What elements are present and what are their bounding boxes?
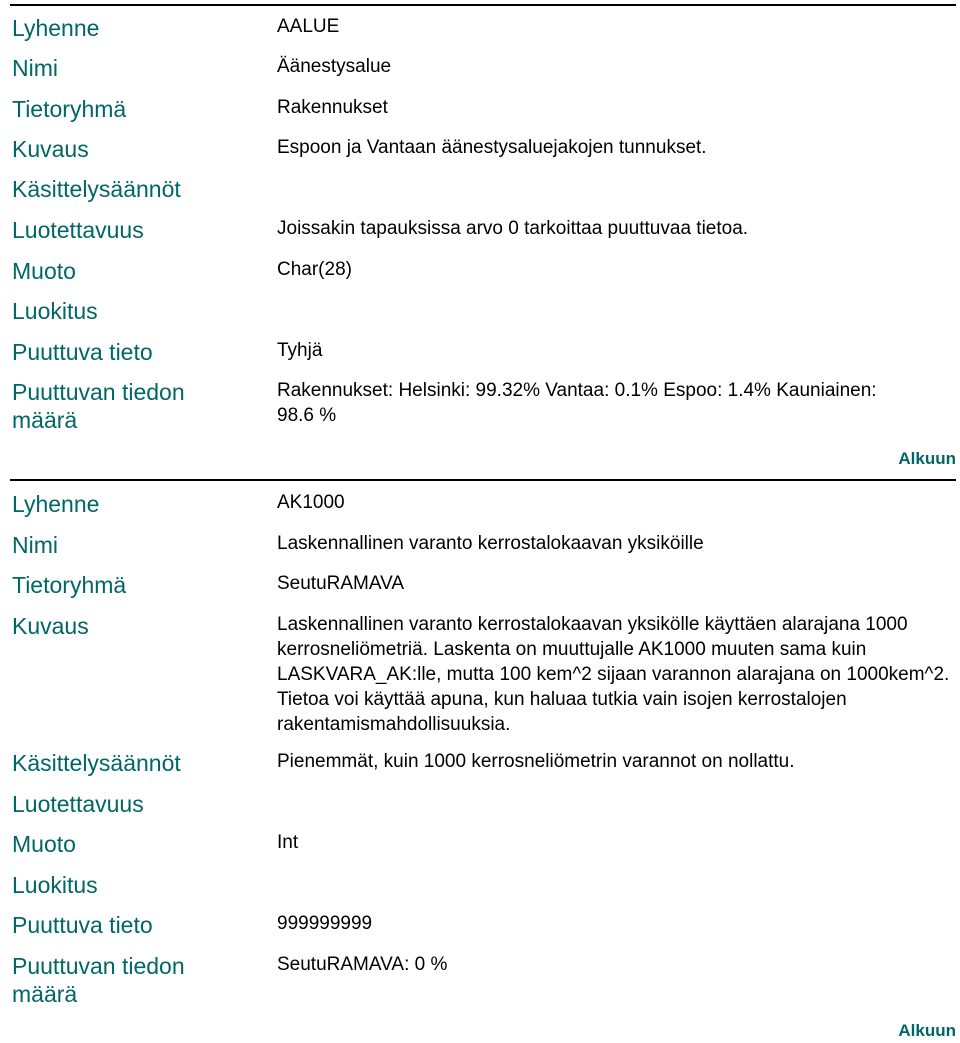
field-value: 999999999 xyxy=(277,913,373,934)
field-value: Char(28) xyxy=(277,259,352,280)
field-label: Nimi xyxy=(12,55,58,81)
field-label: Käsittelysäännöt xyxy=(12,750,181,776)
field-label: Puuttuva tieto xyxy=(12,912,153,938)
field-label: Lyhenne xyxy=(12,491,100,517)
field-label: Tietoryhmä xyxy=(12,572,127,598)
record-divider xyxy=(10,4,956,6)
field-value: Laskennallinen varanto kerrostalokaavan yksiköille xyxy=(277,533,704,554)
field-value: Pienemmät, kuin 1000 kerrosneliömetrin varannot on nollattu. xyxy=(277,751,795,772)
back-to-top-link[interactable]: Alkuun xyxy=(898,1021,956,1040)
back-to-top-link[interactable]: Alkuun xyxy=(898,449,956,468)
field-value: AALUE xyxy=(277,16,340,37)
field-label: Muoto xyxy=(12,831,76,857)
field-label: Puuttuvan tiedon määrä xyxy=(12,953,185,1007)
record-divider xyxy=(10,479,956,481)
field-label: Lyhenne xyxy=(12,15,100,41)
field-value: SeutuRAMAVA xyxy=(277,573,405,594)
field-label: Muoto xyxy=(12,258,76,284)
field-value: Laskennallinen varanto kerrostalokaavan yksikölle käyttäen alarajana 1000 kerrosneliömetriä. Laskenta on muuttujalle AK1000 muuten sama kuin LASKVARA_AK:lle, mutta 100 kem^2 sijaan varannon alarajana on 1000kem^2. Tietoa voi käyttää apuna, kun haluaa tutkia vain isojen kerrostalojen rakentamismahdollisuuksia. xyxy=(277,614,950,735)
field-label: Kuvaus xyxy=(12,136,89,162)
field-label: Puuttuva tieto xyxy=(12,339,153,365)
field-value: Rakennukset xyxy=(277,97,388,118)
field-label: Käsittelysäännöt xyxy=(12,176,181,202)
field-label: Nimi xyxy=(12,532,58,558)
field-label: Tietoryhmä xyxy=(12,96,127,122)
field-value: Tyhjä xyxy=(277,340,323,361)
field-value: AK1000 xyxy=(277,492,345,513)
field-label: Luotettavuus xyxy=(12,791,144,817)
field-value: Rakennukset: Helsinki: 99.32% Vantaa: 0.1% Espoo: 1.4% Kauniainen: 98.6 % xyxy=(277,380,877,426)
field-label: Luokitus xyxy=(12,872,98,898)
field-label: Puuttuvan tiedon määrä xyxy=(12,379,185,433)
field-value: Äänestysalue xyxy=(277,56,392,77)
field-value: Int xyxy=(277,832,299,853)
field-value: SeutuRAMAVA: 0 % xyxy=(277,954,448,975)
field-value: Joissakin tapauksissa arvo 0 tarkoittaa puuttuvaa tietoa. xyxy=(277,218,749,239)
field-label: Kuvaus xyxy=(12,613,89,639)
field-label: Luokitus xyxy=(12,298,98,324)
field-value: Espoon ja Vantaan äänestysaluejakojen tunnukset. xyxy=(277,137,707,158)
field-label: Luotettavuus xyxy=(12,217,144,243)
